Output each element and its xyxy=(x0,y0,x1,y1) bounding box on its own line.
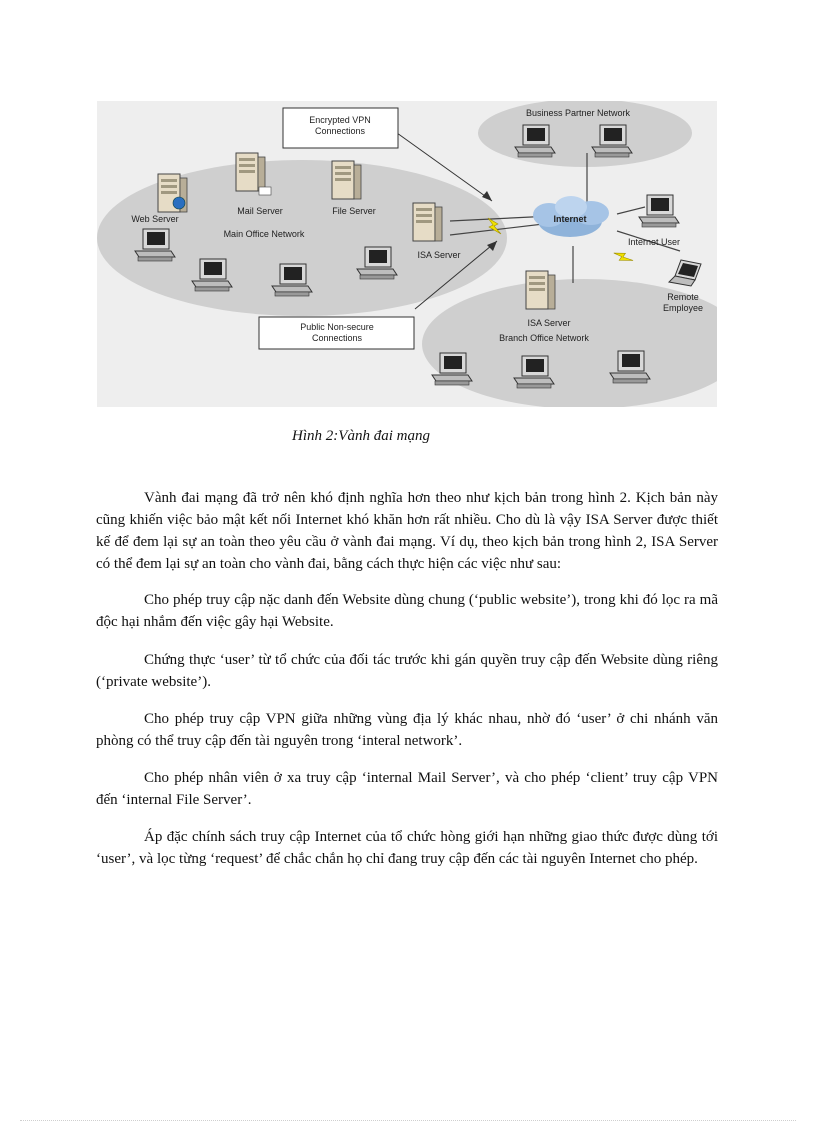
remote-employee-label-1: Remote xyxy=(667,292,699,302)
remote-employee-label-2: Employee xyxy=(662,303,704,313)
network-diagram xyxy=(97,101,717,407)
network-diagram-figure xyxy=(97,101,717,407)
paragraph-item-3: Cho phép truy cập VPN giữa những vùng địa lý khác nhau, nhờ đó ‘user’ ở chi nhánh văn phòng có thể truy cập đến tài nguyên trong ‘interal network’. xyxy=(96,711,718,749)
page-bottom-divider xyxy=(20,1120,796,1121)
business-partner-label: Business Partner Network xyxy=(525,108,631,118)
mail-server-label: Mail Server xyxy=(237,206,283,216)
mail-server-icon xyxy=(236,153,265,191)
computer-icon xyxy=(639,195,679,227)
public-nonsecure-label-2: Connections xyxy=(311,333,363,343)
file-server-icon xyxy=(332,161,361,199)
lightning-bolt-icon xyxy=(614,247,633,267)
isa-server-main-icon xyxy=(413,203,442,241)
isa-server-main-label: ISA Server xyxy=(417,250,461,260)
internet-label: Internet xyxy=(553,214,587,224)
encrypted-vpn-label-1: Encrypted VPN xyxy=(309,115,371,125)
paragraph-intro: Vành đai mạng đã trở nên khó định nghĩa hơn theo như kịch bản trong hình 2. Kịch bản này cũng khiến việc bảo mật kết nối Internet khó khăn hơn rất nhiều. Cho dù là vậy ISA Server được thiết kế để đem lại sự an toàn theo yêu cầu ở vành đai mạng. Ví dụ, theo kịch bản trong hình 2, ISA Server có thể đem lại sự an toàn cho vành đai, bằng cách thực hiện các việc như sau: xyxy=(96,490,718,572)
paragraph-item-4: Cho phép nhân viên ở xa truy cập ‘internal Mail Server’, và cho phép ‘client’ truy cập VPN đến ‘internal File Server’. xyxy=(96,770,718,808)
paragraph-item-5: Áp đặc chính sách truy cập Internet của tổ chức hòng giới hạn những giao thức được dùng tới ‘user’, và lọc từng ‘request’ để chắc chắn họ chỉ đang truy cập đến các tài nguyên Internet cho phép. xyxy=(96,829,718,867)
laptop-icon xyxy=(669,260,701,286)
branch-office-label: Branch Office Network xyxy=(499,333,589,343)
encrypted-vpn-label-2: Connections xyxy=(314,126,366,136)
paragraph-item-1: Cho phép truy cập nặc danh đến Website dùng chung (‘public website’), trong khi đó lọc ra mã độc hại nhắm đến việc gây hại Website. xyxy=(96,592,718,630)
internet-user-label: Internet User xyxy=(627,237,681,247)
envelope-icon xyxy=(259,187,271,195)
isa-server-branch-label: ISA Server xyxy=(527,318,571,328)
isa-server-branch-icon xyxy=(526,271,555,309)
public-nonsecure-label-1: Public Non-secure xyxy=(300,322,374,332)
file-server-label: File Server xyxy=(332,206,376,216)
web-server-label: Web Server xyxy=(131,214,179,224)
paragraph-item-2: Chứng thực ‘user’ từ tổ chức của đối tác trước khi gán quyền truy cập đến Website dùng riêng (‘private website’). xyxy=(96,652,718,690)
main-office-label: Main Office Network xyxy=(223,229,305,239)
figure-caption: Hình 2:Vành đai mạng xyxy=(292,428,430,444)
globe-icon xyxy=(173,197,185,209)
